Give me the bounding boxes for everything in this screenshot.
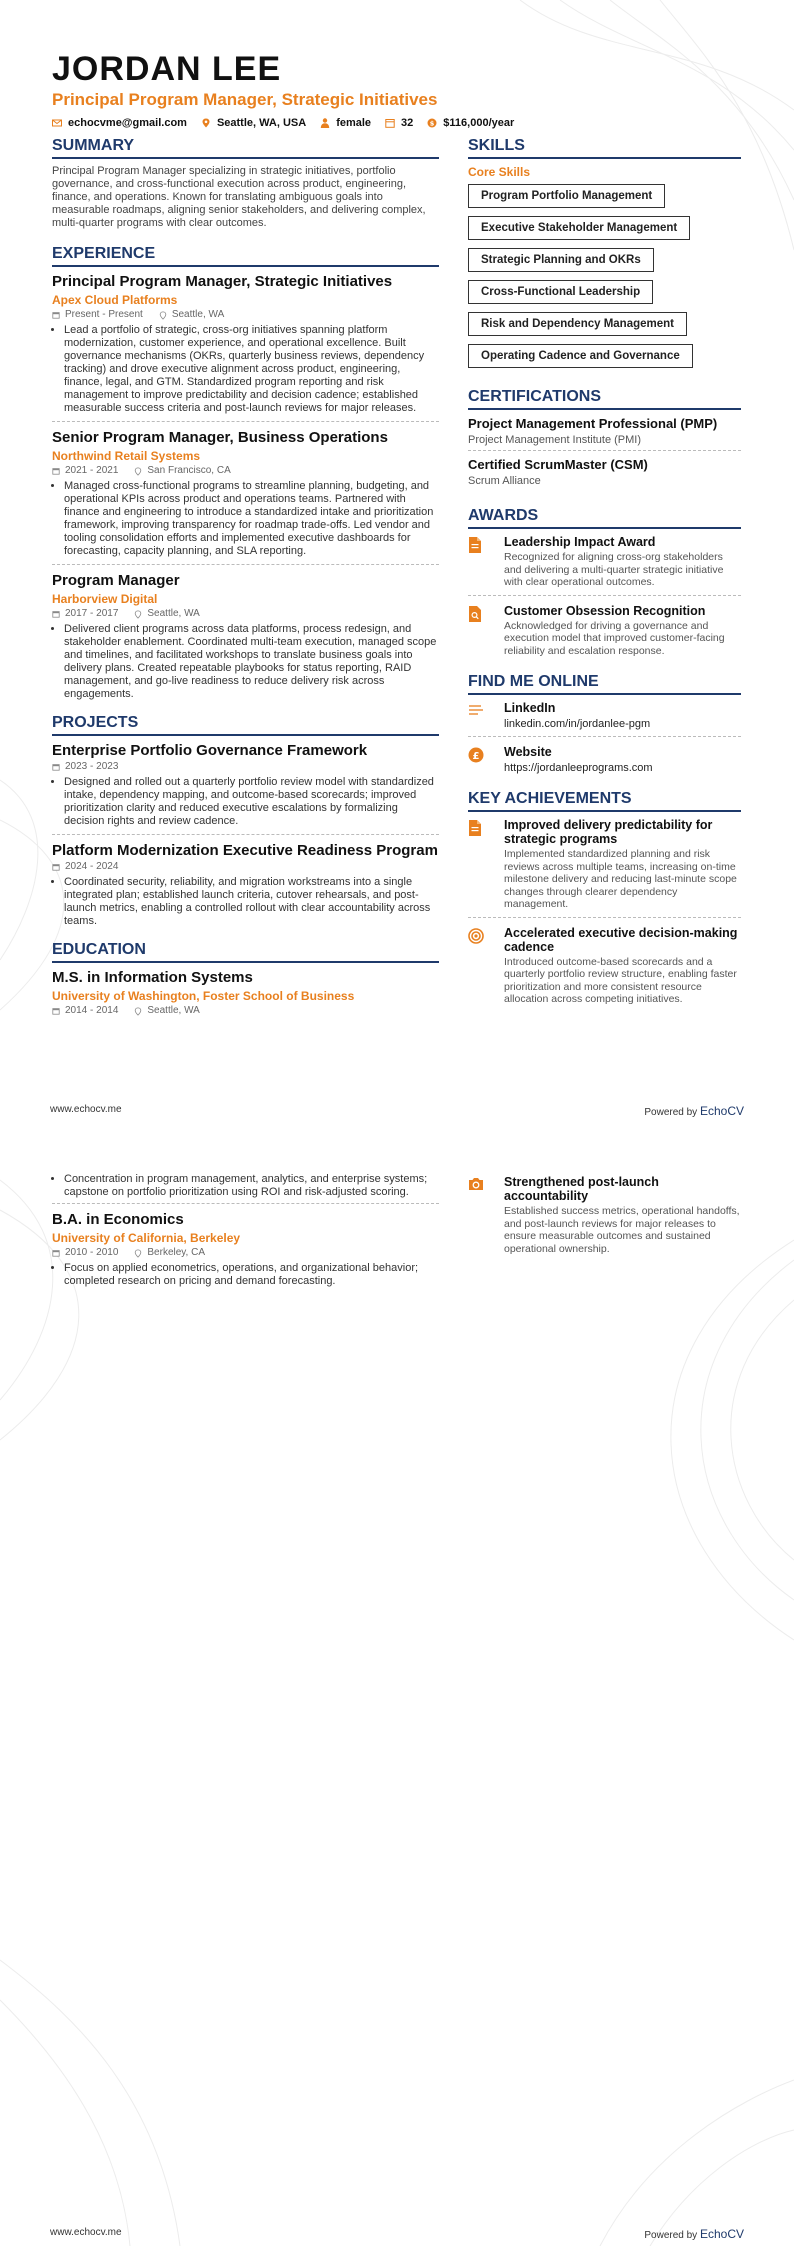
left-column xyxy=(52,1173,439,1301)
achievement-description: Implemented standardized planning and risk reviews across multiple teams, increasing on-time milestone delivery and reducing last-minute scope changes through clearer dependency management. xyxy=(504,848,737,910)
company-name: Harborview Digital xyxy=(52,592,158,606)
svg-text:$: $ xyxy=(430,119,435,128)
award-description: Recognized for aligning cross-org stakeholders and delivering a multi-quarter strategic initiative with clear operational outcomes. xyxy=(504,551,724,588)
right-column xyxy=(468,137,741,1020)
certification-entry xyxy=(468,416,741,451)
award-entry xyxy=(468,535,741,596)
experience-entry xyxy=(52,273,439,422)
resume-page-2 xyxy=(0,1123,794,2246)
projects-heading: PROJECTS xyxy=(52,714,439,736)
education-dates: 2010 - 2010 xyxy=(65,1247,119,1258)
experience-entry xyxy=(52,572,439,707)
education-entry-continued xyxy=(52,1173,439,1204)
location-pin-icon xyxy=(201,118,211,128)
certification-issuer: Project Management Institute (PMI) xyxy=(468,434,642,446)
location-pin-icon xyxy=(134,610,142,619)
page-footer xyxy=(50,1104,744,1118)
svg-text:£: £ xyxy=(472,751,480,762)
calendar-icon xyxy=(52,610,60,618)
school-name: University of California, Berkeley xyxy=(52,1231,241,1245)
key-achievements-heading: KEY ACHIEVEMENTS xyxy=(468,790,741,812)
candidate-name: JORDAN LEE xyxy=(52,50,282,88)
footer-powered-by: Powered by EchoCV xyxy=(644,2227,744,2241)
award-entry xyxy=(468,604,741,664)
summary-text: Principal Program Manager specializing in strategic initiatives, portfolio governance, and cross-functional execution across product, engineering, finance, and operations. Known for translating ambiguous goals into measurable roadmaps, aligning senior stakeholders, and delivering complex, multi-quarter programs with clear outcomes. xyxy=(52,165,426,229)
salary-text: $116,000/year xyxy=(443,117,515,129)
company-name: Apex Cloud Platforms xyxy=(52,293,178,307)
education-description: • Concentration in program management, analytics, and enterprise systems; capstone on portfolio prioritization using ROI and risk-adjusted scoring. xyxy=(64,1173,439,1199)
job-location: Seattle, WA xyxy=(171,309,225,320)
company-name: Northwind Retail Systems xyxy=(52,449,201,463)
job-location: Seattle, WA xyxy=(147,608,200,619)
project-entry xyxy=(52,842,439,934)
location-pin-icon xyxy=(159,311,167,320)
education-entry xyxy=(52,1211,439,1294)
contact-bar xyxy=(52,117,752,129)
resume-header xyxy=(52,50,752,129)
skill-tag: Cross-Functional Leadership xyxy=(468,280,653,304)
project-dates: 2024 - 2024 xyxy=(65,861,119,872)
skill-tag: Operating Cadence and Governance xyxy=(468,344,693,368)
certification-name: Certified ScrumMaster (CSM) xyxy=(468,457,648,472)
project-title: Enterprise Portfolio Governance Framework xyxy=(52,742,368,759)
contact-gender xyxy=(320,117,371,129)
job-dates: 2017 - 2017 xyxy=(65,608,119,619)
pound-coin-icon xyxy=(468,747,484,763)
education-heading: EDUCATION xyxy=(52,941,439,963)
email-icon xyxy=(52,118,62,128)
education-dates: 2014 - 2014 xyxy=(65,1005,119,1016)
age-text: 32 xyxy=(401,117,414,129)
document-icon xyxy=(468,820,482,836)
search-document-icon xyxy=(468,606,482,622)
education-meta xyxy=(52,1005,439,1017)
job-meta xyxy=(52,465,439,477)
education-meta xyxy=(52,1247,439,1259)
calendar-icon xyxy=(52,467,60,475)
find-online-heading: FIND ME ONLINE xyxy=(468,673,741,695)
education-location: Berkeley, CA xyxy=(147,1247,206,1258)
person-icon xyxy=(320,118,330,128)
calendar-icon xyxy=(52,763,60,771)
awards-heading: AWARDS xyxy=(468,507,741,529)
online-profile-entry[interactable] xyxy=(468,745,741,780)
certification-name: Project Management Professional (PMP) xyxy=(468,416,718,431)
job-meta xyxy=(52,309,439,321)
job-dates: Present - Present xyxy=(65,309,143,320)
school-name: University of Washington, Foster School of Business xyxy=(52,989,355,1003)
experience-heading: EXPERIENCE xyxy=(52,245,439,267)
right-column xyxy=(468,1175,741,1269)
location-pin-icon xyxy=(134,1249,142,1258)
lines-icon xyxy=(468,703,484,717)
location-pin-icon xyxy=(134,1007,142,1016)
job-dates: 2021 - 2021 xyxy=(65,465,119,476)
project-description: • Coordinated security, reliability, and migration workstreams into a single integrated plan; established launch criteria, cutover rehearsals, and post-launch metrics, enabling a controlled rollout with clear accountability across teams. xyxy=(64,876,439,928)
achievement-entry xyxy=(468,1175,741,1261)
skills-heading: SKILLS xyxy=(468,137,741,159)
job-description: • Lead a portfolio of strategic, cross-org initiatives spanning platform modernization, customer experience, and operational excellence. Built governance mechanisms (OKRs, quarterly business reviews, dependency tracking) and drove executive alignment across product, engineering, finance, legal, and GTM. Standardized program reporting and risk management to improve predictability and decision cadence; established measurable success criteria and post-launch reviews for major releases. xyxy=(64,324,439,415)
camera-icon xyxy=(468,1177,484,1191)
summary-heading: SUMMARY xyxy=(52,137,439,159)
contact-location xyxy=(201,117,306,129)
calendar-icon xyxy=(52,1007,60,1015)
project-entry xyxy=(52,742,439,835)
calendar-icon xyxy=(52,1249,60,1257)
education-entry xyxy=(52,969,439,1023)
contact-age xyxy=(385,117,413,129)
achievement-description: Introduced outcome-based scorecards and a quarterly portfolio review structure, enabling faster prioritization and more consistent resource allocation across competing initiatives. xyxy=(504,955,737,1005)
project-dates: 2023 - 2023 xyxy=(65,761,119,772)
skills-list xyxy=(468,184,741,376)
email-text: echocvme@gmail.com xyxy=(68,117,187,129)
achievement-entry xyxy=(468,818,741,918)
online-profile-label: Website xyxy=(504,745,552,759)
gender-text: female xyxy=(336,117,372,129)
experience-entry xyxy=(52,429,439,565)
online-profile-link[interactable]: https://jordanleeprograms.com xyxy=(504,762,653,774)
job-description: • Managed cross-functional programs to streamline planning, budgeting, and operational KPIs across product and operations teams. Partnered with finance and engineering to introduce a standardized intake and prioritization framework, improving transparency for roadmap trade-offs. Led vendor and tooling consolidation efforts and implemented executive dashboards for forecasting, capacity planning, and SLA reporting. xyxy=(64,480,439,558)
left-column xyxy=(52,137,439,1030)
footer-site[interactable]: www.echocv.me xyxy=(50,2227,122,2238)
footer-powered-by: Powered by EchoCV xyxy=(644,1104,744,1118)
location-pin-icon xyxy=(134,467,142,476)
degree-title: B.A. in Economics xyxy=(52,1211,184,1228)
skill-tag: Strategic Planning and OKRs xyxy=(468,248,654,272)
core-skills-subheading: Core Skills xyxy=(468,165,531,179)
online-profile-entry[interactable] xyxy=(468,701,741,737)
online-profile-link[interactable]: linkedin.com/in/jordanlee-pgm xyxy=(504,718,651,730)
award-description: Acknowledged for driving a governance and execution model that improved customer-facing reliability and escalation response. xyxy=(504,619,725,657)
achievement-title: Accelerated executive decision-making cadence xyxy=(504,925,738,954)
award-title: Customer Obsession Recognition xyxy=(504,603,706,618)
award-title: Leadership Impact Award xyxy=(504,535,656,549)
job-title: Senior Program Manager, Business Operations xyxy=(52,429,388,446)
contact-salary xyxy=(427,117,514,129)
calendar-icon xyxy=(52,863,60,871)
footer-brand[interactable]: EchoCV xyxy=(699,1104,744,1118)
achievement-title: Improved delivery predictability for strategic programs xyxy=(504,818,713,846)
location-text: Seattle, WA, USA xyxy=(216,117,307,129)
job-title: Principal Program Manager, Strategic Initiatives xyxy=(52,273,393,290)
degree-title: M.S. in Information Systems xyxy=(52,969,253,986)
target-icon xyxy=(468,928,484,944)
achievement-title: Strengthened post-launch accountability xyxy=(504,1175,659,1203)
job-location: San Francisco, CA xyxy=(147,465,231,476)
education-location: Seattle, WA xyxy=(147,1005,200,1016)
certifications-heading: CERTIFICATIONS xyxy=(468,388,741,410)
contact-email[interactable] xyxy=(52,117,187,129)
education-description: • Focus on applied econometrics, operations, and organizational behavior; completed research on pricing and demand forecasting. xyxy=(64,1262,439,1288)
job-description: • Delivered client programs across data platforms, process redesign, and stakeholder enablement. Coordinated multi-team execution, managed scope and timelines, and facilitated workshops to translate business goals into delivery plans. Created repeatable playbooks for status reporting, RAID management, and go-live readiness to reduce delivery risk across engagements. xyxy=(64,623,439,701)
calendar-icon xyxy=(52,311,60,319)
footer-brand[interactable]: EchoCV xyxy=(699,2227,744,2241)
calendar-icon xyxy=(385,118,395,128)
salary-coin-icon xyxy=(427,118,437,128)
job-title: Program Manager xyxy=(52,572,180,589)
page-footer xyxy=(50,2227,744,2241)
achievement-entry xyxy=(468,926,741,1012)
document-icon xyxy=(468,537,482,553)
footer-site[interactable]: www.echocv.me xyxy=(50,1104,122,1115)
project-meta xyxy=(52,761,439,773)
achievement-description: Established success metrics, operational handoffs, and post-launch reviews for major releases to ensure measurable outcomes and sustained operational ownership. xyxy=(504,1205,740,1255)
project-meta xyxy=(52,861,439,873)
online-profile-label: LinkedIn xyxy=(504,701,556,715)
skill-tag: Executive Stakeholder Management xyxy=(468,216,690,240)
skill-tag: Risk and Dependency Management xyxy=(468,312,687,336)
certification-issuer: Scrum Alliance xyxy=(468,475,541,487)
project-title: Platform Modernization Executive Readiness Program xyxy=(52,842,438,859)
certification-entry xyxy=(468,457,741,491)
project-description: • Designed and rolled out a quarterly portfolio review model with standardized intake, dependency mapping, and outcome-based scorecards; improved prioritization clarity and reduced executive escalations by formalizing decision rights and review cadence. xyxy=(64,776,439,828)
skill-tag: Program Portfolio Management xyxy=(468,184,665,208)
candidate-title: Principal Program Manager, Strategic Initiatives xyxy=(52,90,438,109)
job-meta xyxy=(52,608,439,620)
